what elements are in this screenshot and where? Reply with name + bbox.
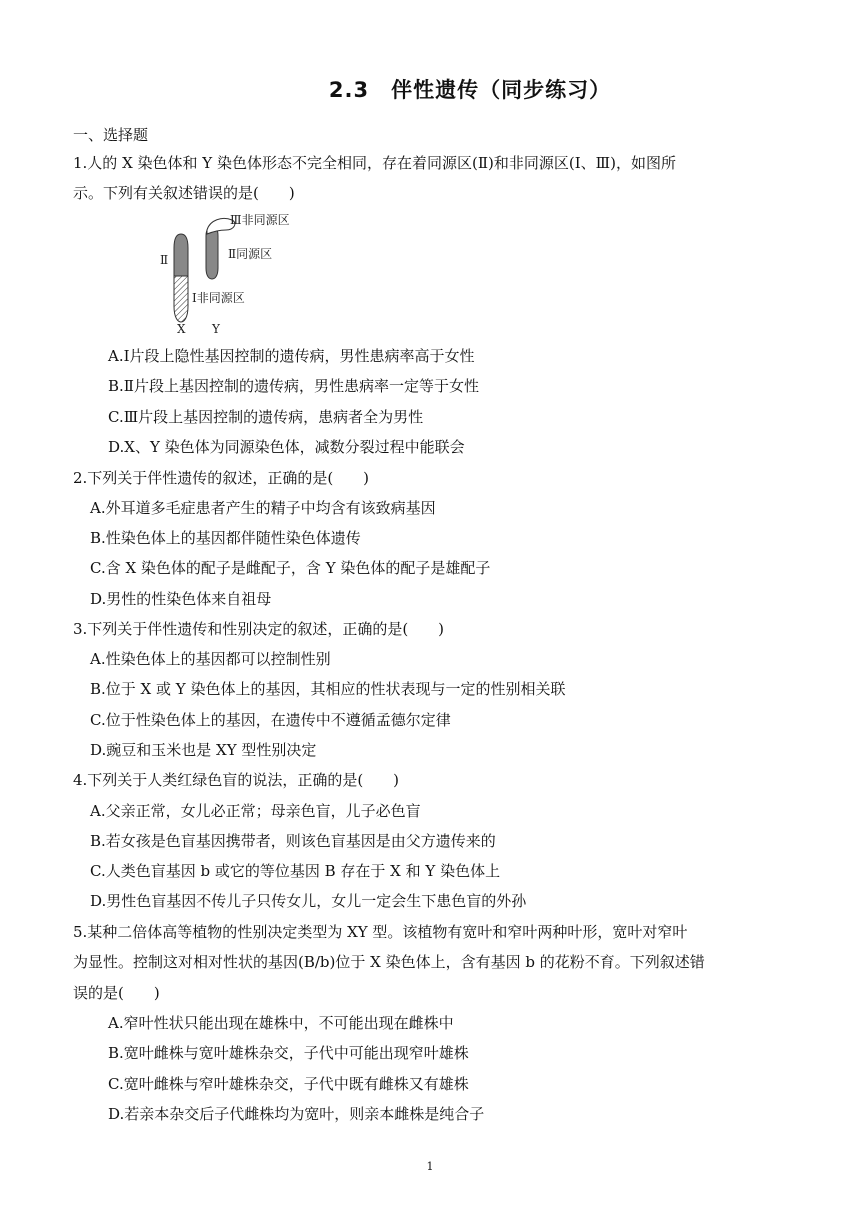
label-non-homologous-III: Ⅲ非同源区 xyxy=(230,213,290,227)
question-1-stem-line-2: 示。下列有关叙述错误的是( ) xyxy=(73,184,295,202)
question-3-stem: 3.下列关于伴性遗传和性别决定的叙述，正确的是( ) xyxy=(73,620,445,638)
question-1-option-a: A.Ⅰ片段上隐性基因控制的遗传病，男性患病率高于女性 xyxy=(108,347,475,365)
question-3-option-b: B.位于 X 或 Y 染色体上的基因，其相应的性状表现与一定的性别相关联 xyxy=(90,680,566,698)
section-heading: 一、选择题 xyxy=(73,126,149,144)
question-1-option-b: B.Ⅱ片段上基因控制的遗传病，男性患病率一定等于女性 xyxy=(108,377,479,395)
question-5-option-d: D.若亲本杂交后子代雌株均为宽叶，则亲本雌株是纯合子 xyxy=(108,1105,485,1123)
question-5-option-a: A.窄叶性状只能出现在雄株中，不可能出现在雌株中 xyxy=(108,1014,454,1032)
label-non-homologous-I: Ⅰ非同源区 xyxy=(192,291,245,305)
question-1-option-c: C.Ⅲ片段上基因控制的遗传病，患病者全为男性 xyxy=(108,408,424,426)
question-4-option-c: C.人类色盲基因 b 或它的等位基因 B 存在于 X 和 Y 染色体上 xyxy=(90,862,501,880)
question-2-option-a: A.外耳道多毛症患者产生的精子中均含有该致病基因 xyxy=(90,499,436,517)
question-5-stem-line-2: 为显性。控制这对相对性状的基因(B/b)位于 X 染色体上，含有基因 b 的花粉不育。下列叙述错 xyxy=(73,953,705,971)
label-homologous-II: Ⅱ同源区 xyxy=(228,247,273,261)
question-5-option-c: C.宽叶雌株与窄叶雄株杂交，子代中既有雌株又有雄株 xyxy=(108,1075,469,1093)
question-1-option-d: D.X、Y 染色体为同源染色体，减数分裂过程中能联会 xyxy=(108,438,465,456)
question-3-option-c: C.位于性染色体上的基因，在遗传中不遵循孟德尔定律 xyxy=(90,711,451,729)
question-2-option-b: B.性染色体上的基因都伴随性染色体遗传 xyxy=(90,529,361,547)
question-4-option-d: D.男性色盲基因不传儿子只传女儿，女儿一定会生下患色盲的外孙 xyxy=(90,892,527,910)
question-2-option-c: C.含 X 染色体的配子是雌配子，含 Y 染色体的配子是雄配子 xyxy=(90,559,491,577)
label-II-left: Ⅱ xyxy=(160,253,169,267)
question-2-option-d: D.男性的性染色体来自祖母 xyxy=(90,590,272,608)
question-3-option-d: D.豌豆和玉米也是 XY 型性别决定 xyxy=(90,741,317,759)
page-number: 1 xyxy=(426,1160,434,1173)
question-3-option-a: A.性染色体上的基因都可以控制性别 xyxy=(90,650,331,668)
question-5-stem-line-1: 5.某种二倍体高等植物的性别决定类型为 XY 型。该植物有宽叶和窄叶两种叶形，宽叶对窄叶 xyxy=(73,923,688,941)
question-2-stem: 2.下列关于伴性遗传的叙述，正确的是( ) xyxy=(73,469,370,487)
question-5-stem-line-3: 误的是( ) xyxy=(73,984,160,1002)
question-4-option-a: A.父亲正常，女儿必正常；母亲色盲，儿子必色盲 xyxy=(90,802,421,820)
x-chromosome xyxy=(174,234,188,322)
question-4-stem: 4.下列关于人类红绿色盲的说法，正确的是( ) xyxy=(73,771,400,789)
chromosome-diagram xyxy=(150,206,320,336)
page-title: 2.3 伴性遗传（同步练习） xyxy=(328,78,612,102)
label-x: X xyxy=(177,322,186,336)
question-1-stem-line-1: 1.人的 X 染色体和 Y 染色体形态不完全相同，存在着同源区(Ⅱ)和非同源区(Ⅰ、Ⅲ)，如图所 xyxy=(73,154,676,172)
question-4-option-b: B.若女孩是色盲基因携带者，则该色盲基因是由父方遗传来的 xyxy=(90,832,496,850)
question-5-option-b: B.宽叶雌株与宽叶雄株杂交，子代中可能出现窄叶雄株 xyxy=(108,1044,469,1062)
label-y: Y xyxy=(212,322,220,336)
